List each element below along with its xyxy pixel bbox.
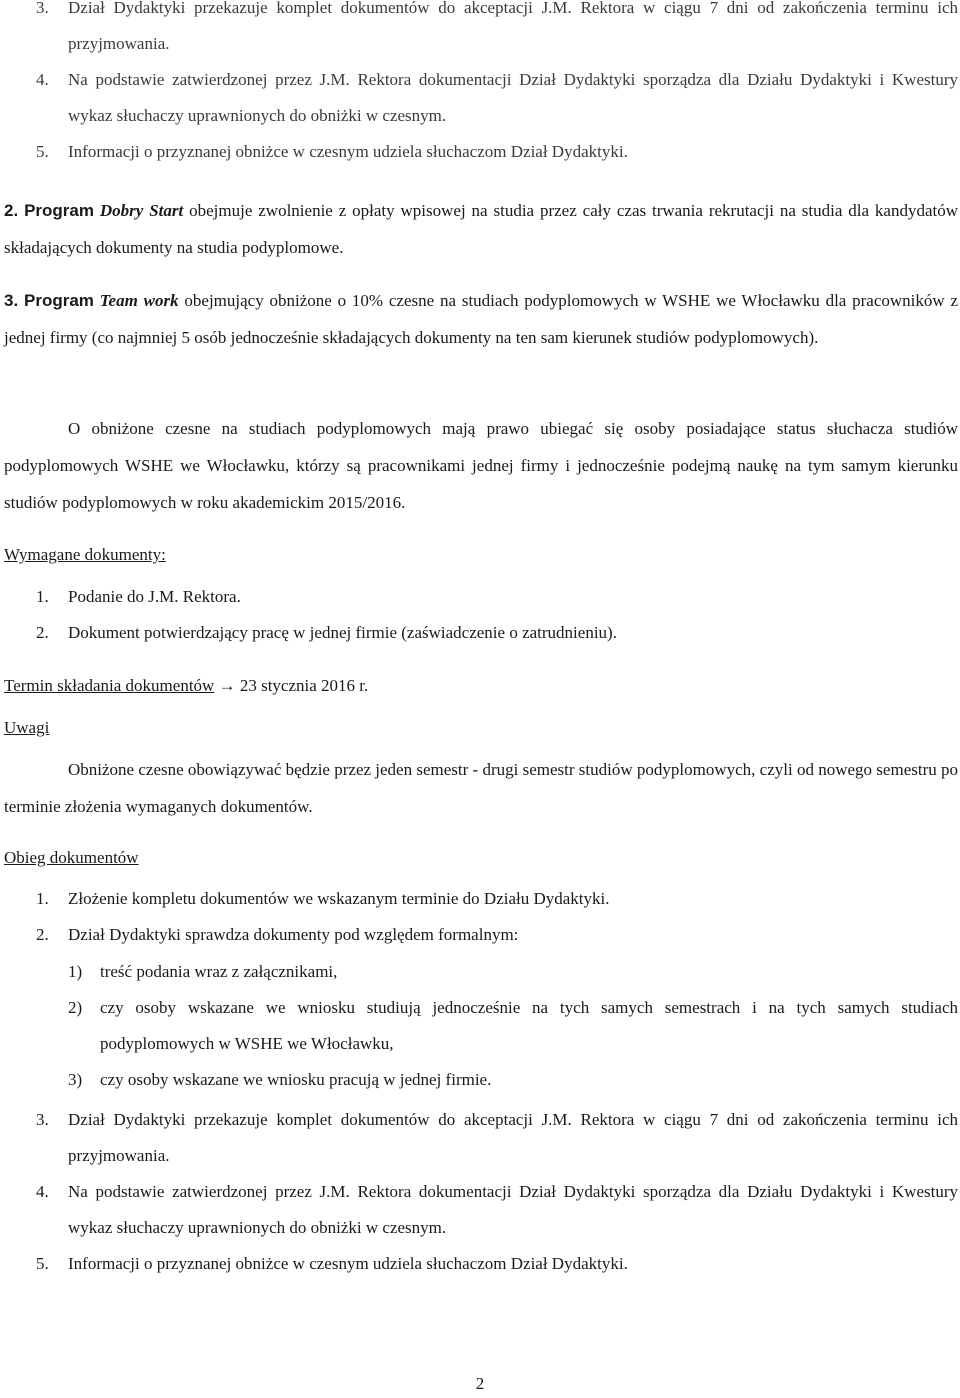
list-item: [36, 917, 958, 953]
list-item: [36, 1174, 958, 1246]
list-item: [36, 1102, 958, 1174]
heading-text: Wymagane dokumenty:: [4, 545, 166, 564]
list-item: [36, 579, 958, 615]
list-item-number: 3): [68, 1070, 83, 1089]
list-item-number: 2): [68, 998, 83, 1017]
list-item: [68, 990, 958, 1062]
top-list: [36, 0, 958, 170]
program-dobry-start: [4, 192, 958, 266]
arrow-right-icon: →: [218, 676, 236, 695]
list-item-number: 5.: [36, 1254, 49, 1273]
list-item-number: 1.: [36, 587, 49, 606]
program-label: Program: [24, 291, 94, 310]
list-item-text: Dział Dydaktyki przekazuje komplet dokumentów do akceptacji J.M. Rektora w ciągu 7 dni od zakończenia terminu ich przyjmowania.: [68, 0, 958, 53]
list-item: [36, 134, 958, 170]
required-docs-list: [36, 579, 958, 651]
required-docs-heading: [4, 540, 166, 570]
list-item-text: czy osoby wskazane we wniosku studiują jednocześnie na tych samych semestrach i na tych samych studiach podyplomowych w WSHE we Włocławku,: [100, 998, 958, 1053]
list-item: [36, 881, 958, 917]
notes-heading: [4, 713, 49, 743]
list-item-text: Podanie do J.M. Rektora.: [68, 587, 241, 606]
program-number: 3.: [4, 291, 19, 310]
heading-text: Uwagi: [4, 718, 50, 737]
list-item-text: Dział Dydaktyki przekazuje komplet dokumentów do akceptacji J.M. Rektora w ciągu 7 dni od zakończenia terminu ich przyjmowania.: [68, 1110, 958, 1165]
list-item-text: Na podstawie zatwierdzonej przez J.M. Rektora dokumentacji Dział Dydaktyki sporządza dla Działu Dydaktyki i Kwestury wykaz słuchaczy uprawnionych do obniżki w czesnym.: [68, 1182, 958, 1237]
list-item-text: Informacji o przyznanej obniżce w czesnym udziela słuchaczom Dział Dydaktyki.: [68, 142, 628, 161]
notes-paragraph: Obniżone czesne obowiązywać będzie przez jeden semestr - drugi semestr studiów podyplomowych, czyli od nowego semestru po terminie złożenia wymaganych dokumentów.: [4, 760, 958, 816]
list-item-number: 3.: [36, 1110, 49, 1129]
list-item-number: 4.: [36, 70, 49, 89]
program-name: Dobry Start: [99, 201, 184, 220]
list-item: [36, 1246, 958, 1282]
list-item: [36, 62, 958, 134]
program-description: obejmujący obniżone o 10% czesne na studiach podyplomowych w WSHE we Włocławku dla pracowników z jednej firmy (co najmniej 5 osób jednocześnie składających dokumenty na ten sam kierunek studiów podyplomowych).: [4, 291, 959, 347]
list-item-text: Złożenie kompletu dokumentów we wskazanym terminie do Działu Dydaktyki.: [68, 889, 610, 908]
list-item-number: 5.: [36, 142, 49, 161]
deadline-value: 23 stycznia 2016 r.: [239, 676, 369, 695]
list-item-number: 2.: [36, 925, 49, 944]
flow-list: [36, 881, 958, 953]
list-item: [36, 0, 958, 62]
flow-list-continued: [36, 1102, 958, 1282]
program-description: obejmuje zwolnienie z opłaty wpisowej na studia przez cały czas trwania rekrutacji na studia dla kandydatów składających dokumenty na studia podyplomowe.: [4, 201, 958, 257]
list-item-text: czy osoby wskazane we wniosku pracują w jednej firmie.: [100, 1070, 492, 1089]
eligibility-paragraph: O obniżone czesne na studiach podyplomowych mają prawo ubiegać się osoby posiadające status słuchacza studiów podyplomowych WSHE we Włocławku, którzy są pracownikami jednej firmy i jednocześnie podejmą naukę na tym samym kierunku studiów podyplomowych w roku akademickim 2015/2016.: [4, 419, 958, 512]
program-team-work: [4, 282, 958, 356]
flow-sublist: [68, 954, 958, 1098]
list-item-text: Dokument potwierdzający pracę w jednej firmie (zaświadczenie o zatrudnieniu).: [68, 623, 617, 642]
list-item-number: 4.: [36, 1182, 49, 1201]
list-item-text: Na podstawie zatwierdzonej przez J.M. Rektora dokumentacji Dział Dydaktyki sporządza dla Działu Dydaktyki i Kwestury wykaz słuchaczy uprawnionych do obniżki w czesnym.: [68, 70, 958, 125]
list-item: [68, 1062, 958, 1098]
deadline-label: Termin składania dokumentów: [4, 676, 215, 695]
page-number: 2: [475, 1374, 485, 1393]
list-item-number: 1.: [36, 889, 49, 908]
heading-text: Obieg dokumentów: [4, 848, 139, 867]
list-item: [68, 954, 958, 990]
list-item: [36, 615, 958, 651]
list-item-text: Dział Dydaktyki sprawdza dokumenty pod względem formalnym:: [68, 925, 519, 944]
list-item-number: 3.: [36, 0, 49, 17]
list-item-number: 2.: [36, 623, 49, 642]
program-name: Team work: [99, 291, 179, 310]
flow-heading: [4, 843, 139, 873]
list-item-text: treść podania wraz z załącznikami,: [100, 962, 338, 981]
list-item-number: 1): [68, 962, 83, 981]
program-label: Program: [24, 201, 94, 220]
list-item-text: Informacji o przyznanej obniżce w czesnym udziela słuchaczom Dział Dydaktyki.: [68, 1254, 628, 1273]
program-number: 2.: [4, 201, 19, 220]
deadline-line: [4, 671, 368, 701]
